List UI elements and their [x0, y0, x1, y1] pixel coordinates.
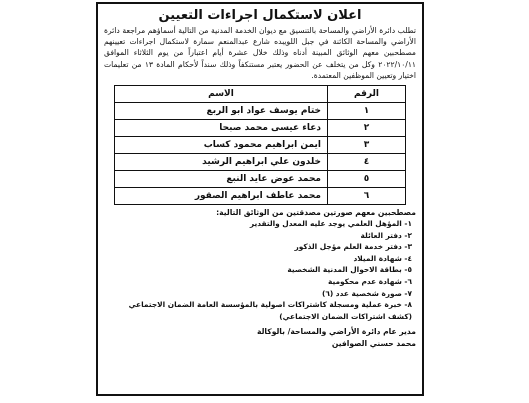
list-item: ٧- صورة شخصية عدد (٦) [321, 288, 412, 298]
header-num: الرقم [328, 86, 406, 103]
row-name: محمد عاطف ابراهيم الصقور [115, 188, 328, 205]
row-name: دعاء عيسى محمد صبحا [115, 120, 328, 137]
row-num: ٥ [328, 171, 406, 188]
requirements-heading: مصطحبين معهم صورتين مصدقتين من الوثائق التالية: [216, 208, 416, 218]
list-item: ٥- بطاقة الاحوال المدنية الشخصية [287, 265, 412, 275]
signature-position: مدير عام دائرة الأراضي والمساحة/ بالوكالة [256, 327, 416, 337]
row-name: محمد عوض عايد النبع [115, 171, 328, 188]
signature-block [104, 326, 416, 350]
row-name: خلدون علي ابراهيم الرشيد [115, 154, 328, 171]
row-name: ايمن ابراهيم محمود كساب [115, 137, 328, 154]
list-item: ٣- دفتر خدمة العلم مؤجل الذكور [294, 242, 412, 252]
list-item: ٢- دفتر العائلة [360, 230, 412, 240]
row-num: ٢ [328, 120, 406, 137]
table-row [115, 103, 406, 120]
notice-intro: تطلب دائرة الأراضي والمساحة بالتنسيق مع ديوان الخدمة المدنية من التالية أسماؤهم مراجعة دائرة الأراضي والمساحة الكائنة في جبل اللويبده شارع عبدالمنعم سمارة لاستكمال اجراءات تعيينهم مصطحبين معهم الوثائق المبينة أدناه وذلك خلال عشرة أيام اعتباراً من يوم الثلاثاء الموافق ٢٠٢٢/١٠/١١ وكل من يتخلف عن الحضور يعتبر مستنكفاً وذلك سنداً لأحكام المادة ١٣ من تعليمات اختيار وتعيين الموظفين المعتمدة. [104, 26, 416, 80]
list-item: ٦- شهادة عدم محكومية [327, 276, 412, 286]
row-num: ١ [328, 103, 406, 120]
table-row [115, 137, 406, 154]
row-num: ٣ [328, 137, 406, 154]
row-num: ٤ [328, 154, 406, 171]
list-item: ٤- شهادة الميلاد [353, 253, 412, 263]
list-item: ١- المؤهل العلمي يوجد عليه المعدل والتقدير [249, 219, 412, 229]
list-item: ٨- خبرة عملية ومسجلة كاشتراكات اصولية بالمؤسسة العامة الضمان الاجتماعي [128, 300, 412, 310]
notice-title: اعلان لاستكمال اجراءات التعيين [158, 8, 362, 23]
signature-name: محمد حسني الصوافين [331, 339, 416, 349]
table-row [115, 120, 406, 137]
requirements-list [104, 218, 416, 322]
candidates-table [114, 85, 406, 205]
table-row [115, 154, 406, 171]
list-item: (كشف اشتراكات الضمان الاجتماعي) [279, 311, 412, 321]
table-header-row [115, 86, 406, 103]
table-row [115, 171, 406, 188]
notice-frame [96, 2, 424, 396]
row-num: ٦ [328, 188, 406, 205]
header-name: الاسم [115, 86, 328, 103]
table-row [115, 188, 406, 205]
row-name: ختام يوسف عواد ابو الربع [115, 103, 328, 120]
